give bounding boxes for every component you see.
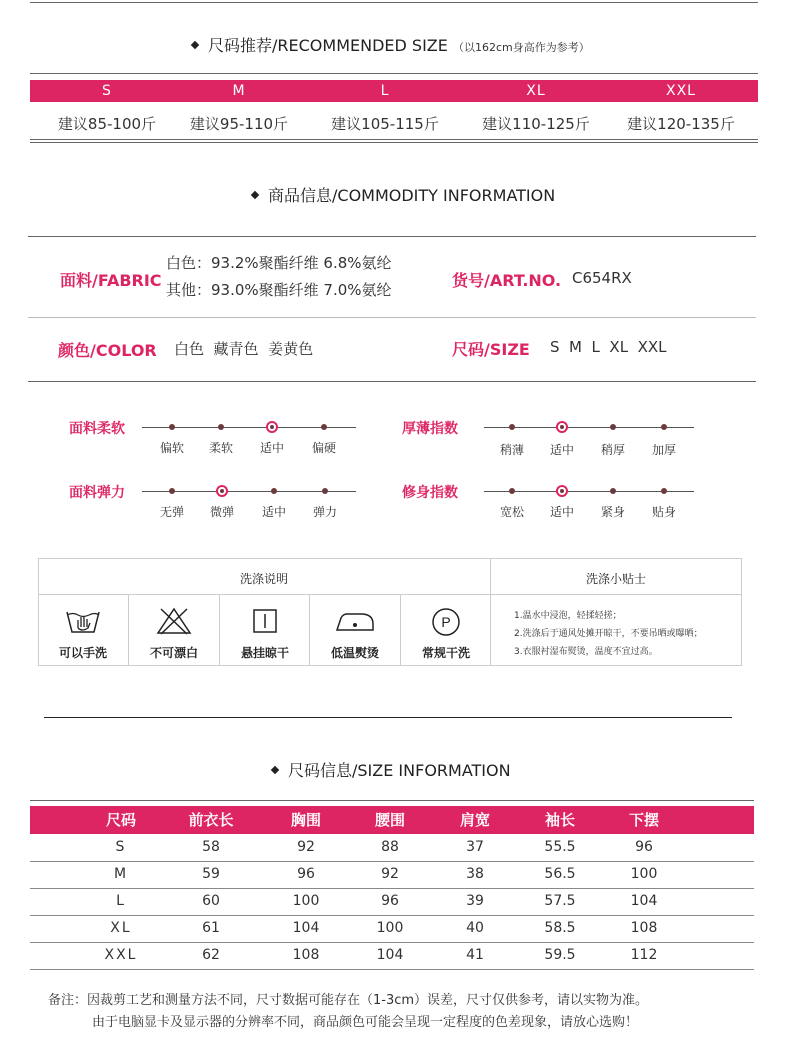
divider	[28, 236, 756, 237]
selected-marker-icon	[556, 485, 568, 497]
table-cell: 39	[466, 893, 484, 909]
dry-clean-icon	[424, 606, 468, 638]
scale-tick-label: 贴身	[651, 505, 676, 519]
size-table-header	[30, 806, 754, 834]
table-header-cell: 胸围	[290, 811, 321, 829]
size-header-cell: M	[232, 83, 246, 99]
scale-dot	[218, 424, 224, 430]
selected-marker-icon	[216, 485, 228, 497]
diamond-icon	[191, 41, 199, 49]
art-no-label: 货号/ART.NO.	[452, 271, 562, 290]
table-cell: S	[115, 839, 127, 855]
table-header-cell: 前衣长	[188, 811, 234, 829]
weight-cell: 建议120-135斤	[627, 115, 735, 133]
table-cell: 59	[202, 866, 220, 882]
scale-tick-label: 无弹	[159, 505, 184, 519]
fabric-label: 面料/FABRIC	[60, 271, 162, 290]
care-tip: 3.衣服衬湿布熨烫，温度不宜过高。	[514, 647, 658, 657]
scale-dot	[322, 488, 328, 494]
table-header-cell: 肩宽	[459, 811, 490, 829]
size-info-title	[272, 758, 511, 781]
diamond-icon	[271, 766, 279, 774]
scale-label: 面料弹力	[69, 485, 125, 501]
top-divider	[30, 2, 758, 3]
table-header-cell: 袖长	[544, 811, 575, 829]
table-cell: 100	[376, 920, 404, 936]
scale-tick-label: 加厚	[651, 443, 676, 457]
recommended-note: （以162cm身高作为参考）	[452, 41, 590, 54]
care-header-right: 洗涤小贴士	[585, 572, 646, 586]
weight-cell: 建议110-125斤	[482, 115, 590, 133]
table-cell: 57.5	[544, 893, 576, 909]
scale-tick-label: 适中	[261, 505, 286, 519]
scale-tick-label: 弹力	[312, 505, 337, 519]
table-cell: 55.5	[544, 839, 576, 855]
diamond-icon	[251, 191, 259, 199]
divider	[30, 73, 758, 74]
table-cell: L	[116, 893, 126, 909]
low-iron-icon	[333, 606, 377, 638]
care-header-left: 洗涤说明	[239, 572, 288, 586]
table-cell: XL	[110, 920, 132, 936]
table-row	[30, 888, 754, 916]
commodity-title-text: 商品信息/COMMODITY INFORMATION	[268, 186, 556, 205]
table-cell: 37	[466, 839, 484, 855]
table-cell: 58	[202, 839, 220, 855]
fabric-white: 白色：93.2%聚酯纤维 6.8%氨纶	[166, 254, 392, 272]
table-cell: XXL	[104, 947, 138, 963]
divider	[30, 800, 754, 801]
table-cell: 100	[292, 893, 320, 909]
scale-label: 修身指数	[402, 485, 458, 501]
scale-tick-label: 柔软	[208, 441, 233, 455]
table-cell: 104	[292, 920, 320, 936]
table-cell: 112	[630, 947, 658, 963]
commodity-title	[252, 183, 555, 206]
scale-dot	[661, 424, 667, 430]
size-label: 尺码/SIZE	[452, 340, 530, 359]
scale-tick-label: 适中	[549, 443, 574, 457]
scale-tick-label: 稍薄	[499, 443, 524, 457]
table-cell: 40	[466, 920, 484, 936]
table-cell: 92	[297, 839, 315, 855]
scale-tick-label: 紧身	[600, 505, 625, 519]
table-cell: 96	[381, 893, 399, 909]
divider	[28, 317, 756, 318]
fabric-other: 其他：93.0%聚酯纤维 7.0%氨纶	[166, 281, 392, 299]
scale-tick-label: 适中	[549, 505, 574, 519]
recommended-title-text: 尺码推荐/RECOMMENDED SIZE	[208, 36, 448, 55]
scale-dot	[610, 424, 616, 430]
section-divider	[44, 717, 732, 718]
divider	[28, 381, 756, 382]
table-cell: 62	[202, 947, 220, 963]
table-row	[30, 861, 754, 889]
scale-dot	[169, 424, 175, 430]
selected-marker-icon	[266, 421, 278, 433]
table-cell: 38	[466, 866, 484, 882]
scale-dot	[169, 488, 175, 494]
color-label: 颜色/COLOR	[58, 341, 157, 360]
scale-label: 厚薄指数	[402, 421, 458, 437]
remark-line-2: 由于电脑显卡及显示器的分辨率不同，商品颜色可能会呈现一定程度的色差现象，请放心选购！	[92, 1015, 639, 1030]
size-header-cell: XXL	[666, 83, 696, 99]
care-tip: 1.温水中浸泡，轻揉轻搓；	[514, 611, 622, 621]
table-cell: 59.5	[544, 947, 576, 963]
scale-tick-label: 微弹	[209, 505, 234, 519]
table-cell: 60	[202, 893, 220, 909]
scale-tick-label: 适中	[259, 441, 284, 455]
table-row	[30, 942, 754, 970]
table-cell: 108	[292, 947, 320, 963]
table-row	[30, 834, 754, 862]
table-cell: 41	[466, 947, 484, 963]
table-cell: 108	[630, 920, 658, 936]
scale-dot	[321, 424, 327, 430]
hand-wash-icon	[61, 606, 105, 638]
weight-cell: 建议95-110斤	[189, 115, 289, 133]
scale-tick-label: 偏软	[159, 441, 184, 455]
divider	[30, 139, 758, 140]
selected-marker-icon	[556, 421, 568, 433]
weight-cell: 建议85-100斤	[57, 115, 157, 133]
scale-dot	[509, 488, 515, 494]
table-header-cell: 下摆	[628, 811, 659, 829]
table-cell: 104	[630, 893, 658, 909]
table-cell: M	[113, 866, 129, 882]
remark-line-1: 备注：因裁剪工艺和测量方法不同，尺寸数据可能存在（1-3cm）误差，尺寸仅供参考，请以实物为准。	[48, 993, 649, 1008]
scale-tick-label: 偏硬	[311, 441, 336, 455]
table-cell: 92	[381, 866, 399, 882]
care-label: 可以手洗	[58, 646, 107, 660]
scale-label: 面料柔软	[69, 421, 125, 437]
size-info-title-text: 尺码信息/SIZE INFORMATION	[288, 761, 511, 780]
table-cell: 100	[630, 866, 658, 882]
table-cell: 56.5	[544, 866, 576, 882]
color-value: 白色 藏青色 姜黄色	[174, 340, 314, 358]
scale-dot	[661, 488, 667, 494]
table-cell: 104	[376, 947, 404, 963]
care-label: 不可漂白	[149, 646, 198, 660]
table-cell: 58.5	[544, 920, 576, 936]
scale-dot	[271, 488, 277, 494]
care-label: 悬挂晾干	[240, 646, 289, 660]
table-cell: 96	[635, 839, 653, 855]
table-row	[30, 915, 754, 943]
table-cell: 61	[202, 920, 220, 936]
table-header-cell: 尺码	[105, 811, 136, 829]
scale-dot	[509, 424, 515, 430]
scale-dot	[610, 488, 616, 494]
scale-tick-label: 稍厚	[600, 443, 625, 457]
table-cell: 96	[297, 866, 315, 882]
recommended-size-header	[30, 80, 758, 102]
hang-dry-icon	[243, 606, 287, 638]
size-value: S M L XL XXL	[550, 338, 667, 356]
care-tip: 2.洗涤后于通风处摊开晾干，不要吊晒或曝晒；	[514, 629, 703, 639]
no-bleach-icon	[152, 606, 196, 638]
table-cell: 88	[381, 839, 399, 855]
divider	[30, 142, 758, 143]
size-header-cell: L	[380, 83, 390, 99]
scale-tick-label: 宽松	[499, 505, 524, 519]
recommended-weight-row	[30, 102, 758, 142]
care-header-divider	[38, 594, 742, 595]
size-header-cell: S	[102, 83, 112, 99]
size-header-cell: XL	[526, 83, 546, 99]
recommended-size-title	[192, 33, 590, 56]
weight-cell: 建议105-115斤	[331, 115, 439, 133]
table-header-cell: 腰围	[374, 811, 405, 829]
care-label: 低温熨烫	[330, 646, 379, 660]
care-label: 常规干洗	[421, 646, 470, 660]
art-no-value: C654RX	[572, 269, 632, 287]
svg-text:P: P	[441, 614, 451, 630]
